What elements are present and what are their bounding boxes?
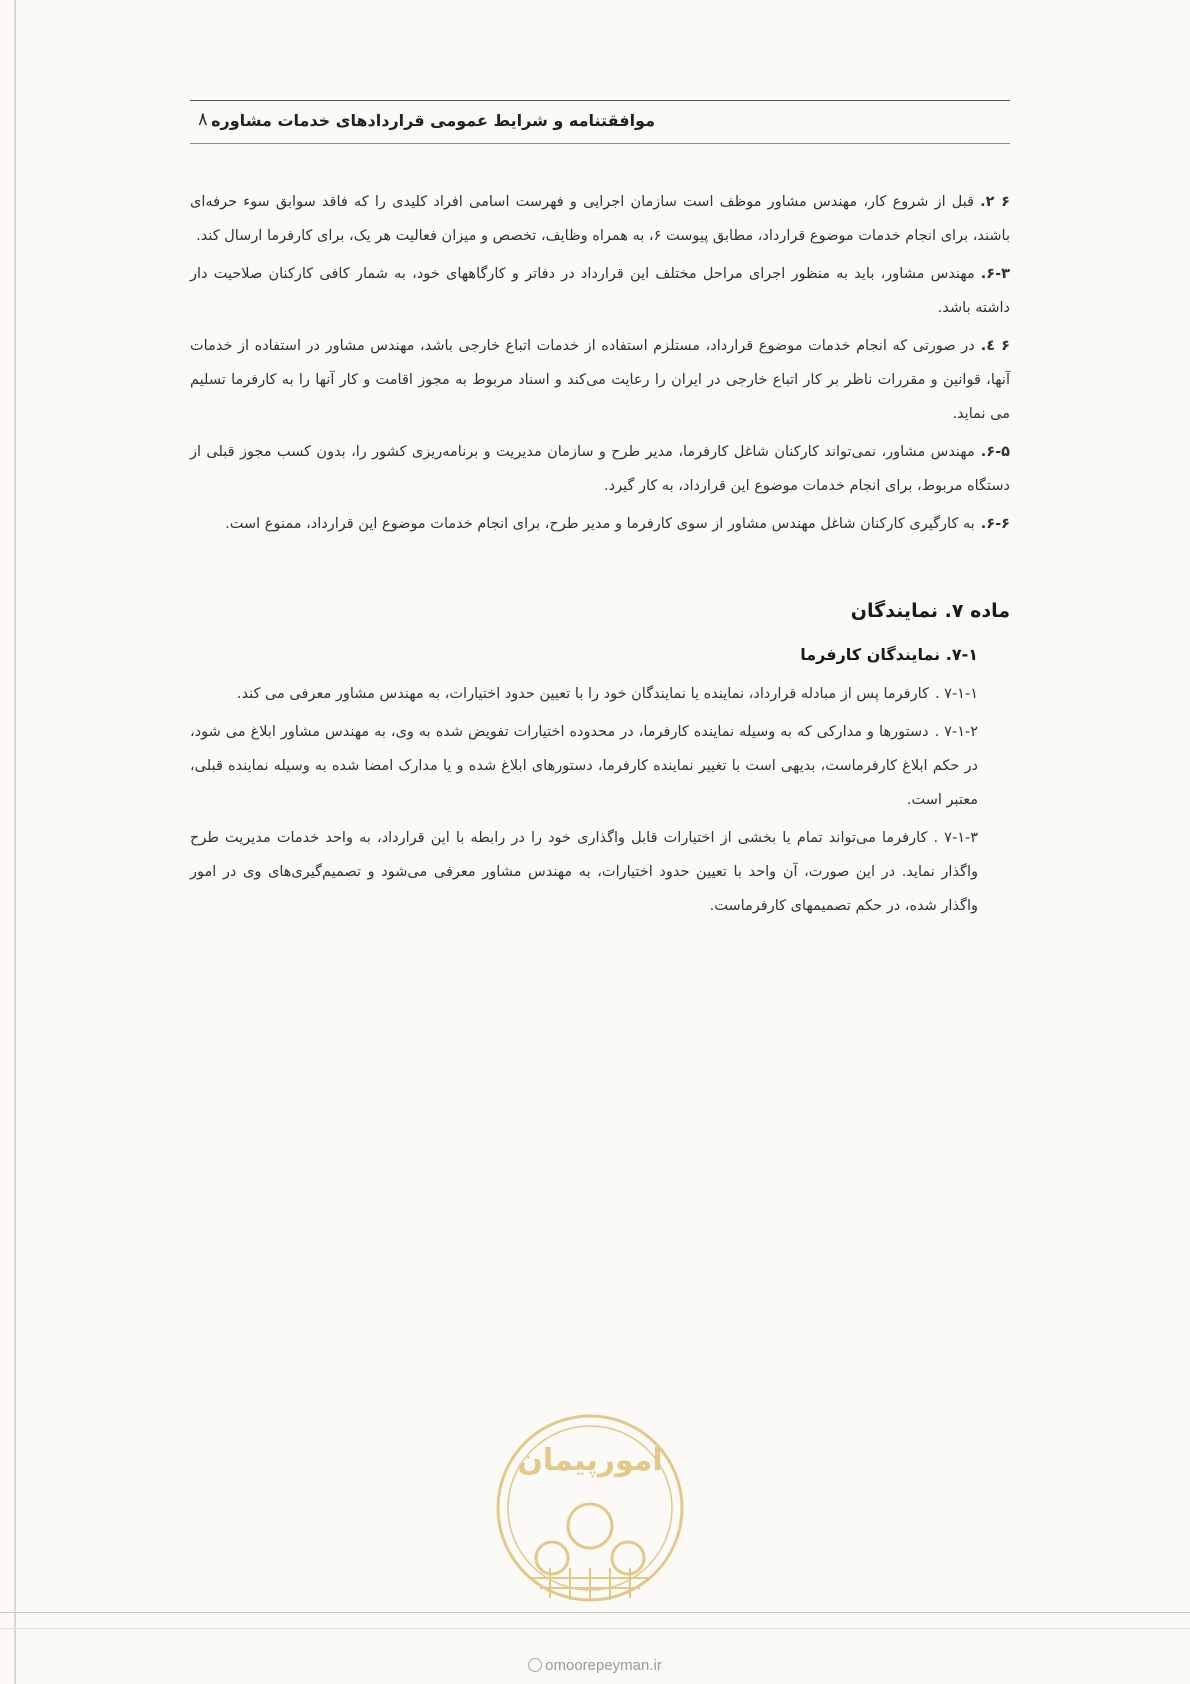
clause-6-3 xyxy=(190,257,1010,325)
page-number: ۸ xyxy=(198,109,208,130)
clause-6-4 xyxy=(190,329,1010,431)
clause-number: ۷-۱-۲ . xyxy=(934,724,979,740)
clause-6-2 xyxy=(190,185,1010,253)
clause-number: ۶ ٤. xyxy=(980,338,1010,354)
document-body xyxy=(190,185,1010,927)
clause-6-5 xyxy=(190,435,1010,503)
globe-icon xyxy=(528,1658,542,1672)
clause-text: دستورها و مدارکی که به وسیله نماینده کارفرما، در محدوده اختیارات تفویض شده به وی، به مهندس مشاور ابلاغ می شود، در حکم ابلاغ کارفرماست، بدیهی است با تغییر نماینده کارفرما، دستورهای ابلاغ شده و یا مدارک امضا شده به وسیله نماینده قبلی، معتبر است. xyxy=(190,724,978,808)
clause-text: قبل از شروع کار، مهندس مشاور موظف است سازمان اجرایی و فهرست اسامی افراد کلیدی را که فاقد سوابق سوء حرفه‌ای باشند، برای انجام خدمات موضوع قرارداد، مطابق پیوست ۶، به همراه وظایف، تخصص و میزان فعالیت هر یک، برای کارفرما ارسال کند. xyxy=(190,194,1010,244)
clause-6-6 xyxy=(190,507,1010,541)
divider xyxy=(0,1628,1190,1629)
section-title: ۷-۱. نمایندگان کارفرما xyxy=(800,645,978,664)
article-title: ماده ۷. نمایندگان xyxy=(850,600,1010,622)
clause-text: کارفرما می‌تواند تمام یا بخشی از اختیارات قابل واگذاری خود را در رابطه با این قرارداد، به واحد خدمات مدیریت طرح واگذار نماید. در این صورت، آن واحد با تعیین حدود اختیارات، به مهندس مشاور معرفی می‌شود و تصمیم‌گیری‌های وی در امور واگذار شده، در حکم تصمیمهای کارفرماست. xyxy=(190,830,978,914)
page-header xyxy=(190,100,1010,144)
clause-text: مهندس مشاور، باید به منظور اجرای مراحل مختلف این قرارداد در دفاتر و کارگاههای خود، به شمار کافی کارکنان صلاحیت دار داشته باشد. xyxy=(190,266,1010,316)
clause-7-1-1 xyxy=(190,677,1010,711)
clause-7-1-3 xyxy=(190,821,1010,923)
clause-number: ۶-۳. xyxy=(980,266,1010,282)
divider xyxy=(0,1612,1190,1613)
watermark xyxy=(0,1657,1190,1674)
seal-logo xyxy=(490,1408,690,1608)
clause-text: به کارگیری کارکنان شاغل مهندس مشاور از سوی کارفرما و مدیر طرح، برای انجام خدمات موضوع این قرارداد، ممنوع است. xyxy=(225,516,975,532)
clause-7-1-2 xyxy=(190,715,1010,817)
clause-number: ۶ ۲. xyxy=(980,194,1010,210)
clause-number: ۷-۱-۳ . xyxy=(933,830,979,846)
watermark-text: omoorepeyman.ir xyxy=(545,1657,662,1674)
seal-text: امورپیمان xyxy=(517,1443,663,1478)
clause-number: ۶-۵. xyxy=(980,444,1010,460)
page-edge xyxy=(14,0,16,1684)
clause-number: ۶-۶. xyxy=(980,516,1010,532)
clause-text: مهندس مشاور، نمی‌تواند کارکنان شاغل کارفرما، مدیر طرح و سازمان مدیریت و برنامه‌ریزی کشور را، بدون کسب مجوز قبلی از دستگاه مربوط، برای انجام خدمات موضوع این قرارداد، به کار گیرد. xyxy=(190,444,1010,494)
header-title: موافقتنامه و شرایط عمومی قراردادهای خدمات مشاوره xyxy=(211,111,655,130)
clause-text: در صورتی که انجام خدمات موضوع قرارداد، مستلزم استفاده از خدمات اتباع خارجی باشد، مهندس مشاور در استفاده از خدمات آنها، قوانین و مقررات ناظر بر کار اتباع خارجی در ایران را رعایت می‌کند و اسناد مربوط به مجوز اقامت و کار آنها را به کارفرما تسلیم می نماید. xyxy=(190,338,1010,422)
clause-number: ۷-۱-۱ . xyxy=(934,686,978,702)
clause-text: کارفرما پس از مبادله قرارداد، نماینده یا نمایندگان خود را با تعیین حدود اختیارات، به مهندس مشاور معرفی می کند. xyxy=(236,686,929,702)
